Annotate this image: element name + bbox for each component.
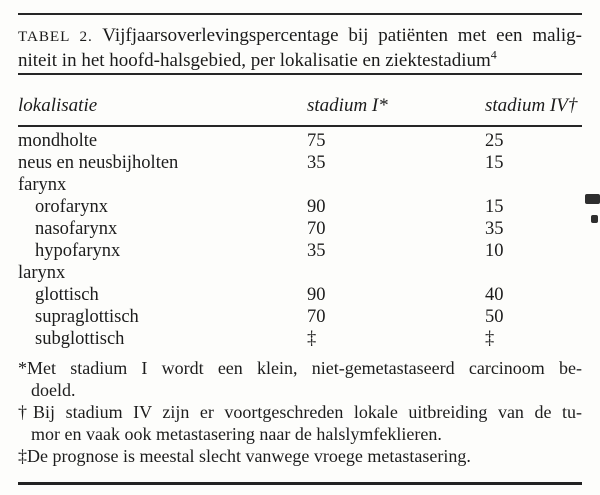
- cell-stadium-i: 90: [307, 285, 326, 305]
- cell-stadium-iv: 35: [485, 219, 504, 239]
- cell-stadium-iv: 15: [485, 197, 504, 217]
- reference-superscript: 4: [490, 47, 497, 62]
- table-row-group-farynx: [18, 174, 582, 196]
- column-header-lokalisatie: lokalisatie: [18, 95, 98, 116]
- cell-stadium-i: [307, 262, 485, 284]
- caption-separator-rule: [18, 73, 582, 75]
- footnote-stadium-i: [18, 357, 582, 401]
- caption-title-part2: niteit in het hoofd-halsgebied, per lokalisatie en ziektestadium: [18, 50, 491, 71]
- cell-stadium-i: 70: [307, 219, 326, 239]
- table-row: [18, 240, 582, 262]
- cell-lokalisatie: larynx: [18, 263, 66, 283]
- caption-line-1: [18, 24, 582, 49]
- footnote-line: [18, 357, 582, 379]
- footnote-line: doeld.: [31, 380, 76, 400]
- table-row-group-larynx: [18, 262, 582, 284]
- footnote-line: mor en vaak ook metastasering naar de halslymfeklieren.: [31, 424, 442, 444]
- header-separator-rule: [18, 125, 582, 127]
- bottom-rule: [18, 482, 582, 485]
- cell-lokalisatie: farynx: [18, 175, 67, 195]
- footnote-line: [18, 401, 582, 423]
- table-body: [18, 130, 582, 350]
- table-row: [18, 284, 582, 306]
- cell-stadium-i: 35: [307, 153, 326, 173]
- cell-stadium-iv: ‡: [485, 329, 495, 349]
- cell-stadium-iv: 25: [485, 131, 504, 151]
- column-header-stadium-i: stadium I*: [307, 95, 388, 116]
- table-row: [18, 152, 582, 174]
- cell-lokalisatie: nasofarynx: [35, 219, 118, 239]
- cell-lokalisatie: orofarynx: [35, 197, 108, 217]
- cell-stadium-iv: 10: [485, 241, 504, 261]
- footnote-prognose: [18, 445, 582, 467]
- cell-stadium-i: 75: [307, 131, 326, 151]
- table-row: [18, 306, 582, 328]
- footnote-text: De prognose is meestal slecht vanwege vroege metastasering.: [27, 446, 471, 466]
- cell-lokalisatie: subglottisch: [35, 329, 125, 349]
- column-header-stadium-iv: stadium IV†: [485, 95, 578, 116]
- table-row: [18, 196, 582, 218]
- cell-lokalisatie: glottisch: [35, 285, 99, 305]
- footnote-line: [18, 445, 582, 467]
- footnote-text: Bij stadium IV zijn er voortgeschreden lokale uitbreiding van de tu-: [33, 402, 582, 422]
- table-row: [18, 218, 582, 240]
- footnotes: [18, 357, 582, 467]
- cell-stadium-iv: 50: [485, 307, 504, 327]
- footnote-marker-double-dagger: ‡: [18, 446, 27, 466]
- table-header-row: [18, 82, 582, 125]
- cell-stadium-iv: [485, 174, 582, 196]
- cell-stadium-iv: 15: [485, 153, 504, 173]
- cell-stadium-i: 70: [307, 307, 326, 327]
- top-rule: [18, 13, 582, 15]
- cell-lokalisatie: supraglottisch: [35, 307, 139, 327]
- caption-line-2: [18, 49, 582, 73]
- table-row: [18, 130, 582, 152]
- footnote-marker-asterisk: *: [18, 358, 27, 378]
- scan-artifact: [585, 194, 600, 204]
- footnote-marker-dagger: †: [18, 402, 34, 422]
- cell-stadium-i: 90: [307, 197, 326, 217]
- scan-artifact: [591, 215, 598, 223]
- caption-title-part1: Vijfjaarsoverlevingspercentage bij patiënten met een malig-: [102, 25, 582, 46]
- table-row: [18, 328, 582, 350]
- cell-lokalisatie: hypofarynx: [35, 241, 121, 261]
- table-caption: [18, 24, 582, 73]
- cell-lokalisatie: mondholte: [18, 131, 98, 151]
- cell-stadium-iv: [485, 262, 582, 284]
- footnote-text: Met stadium I wordt een klein, niet-gemetastaseerd carcinoom be-: [27, 358, 582, 378]
- footnote-stadium-iv: [18, 401, 582, 445]
- cell-stadium-i: ‡: [307, 329, 317, 349]
- cell-stadium-iv: 40: [485, 285, 504, 305]
- cell-stadium-i: 35: [307, 241, 326, 261]
- cell-stadium-i: [307, 174, 485, 196]
- cell-lokalisatie: neus en neusbijholten: [18, 153, 179, 173]
- table-number-label: TABEL 2.: [18, 28, 93, 45]
